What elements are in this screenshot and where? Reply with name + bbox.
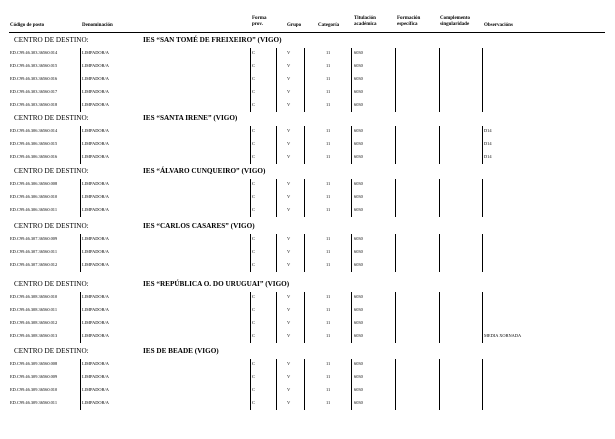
cell-forma: C bbox=[252, 294, 255, 299]
cell-categoria: 11 bbox=[326, 320, 331, 325]
cell-codigo: ED.C99.46.307.36560.011 bbox=[10, 249, 58, 254]
column-separator bbox=[304, 359, 305, 410]
table-row bbox=[0, 397, 615, 410]
cell-denominacion: LIMPADOR/A bbox=[82, 76, 109, 81]
centro-label: CENTRO DE DESTINO: bbox=[14, 167, 89, 175]
cell-categoria: 11 bbox=[326, 387, 331, 392]
column-separator bbox=[250, 292, 251, 343]
cell-forma: C bbox=[252, 361, 255, 366]
cell-categoria: 11 bbox=[326, 194, 331, 199]
cell-codigo: ED.C99.46.309.36560.011 bbox=[10, 400, 58, 405]
table-row bbox=[0, 330, 615, 343]
cell-denominacion: LIMPADOR/A bbox=[82, 307, 109, 312]
cell-categoria: 11 bbox=[326, 400, 331, 405]
column-separator bbox=[80, 292, 81, 343]
table-row bbox=[0, 125, 615, 138]
cell-codigo: ED.C99.46.303.36560.018 bbox=[10, 102, 58, 107]
cell-titulacion: 6030 bbox=[354, 374, 363, 379]
header-formacion-line1: Formación bbox=[397, 16, 421, 21]
column-separator bbox=[395, 359, 396, 410]
cell-titulacion: 6030 bbox=[354, 128, 363, 133]
cell-forma: C bbox=[252, 76, 255, 81]
cell-titulacion: 6030 bbox=[354, 333, 363, 338]
cell-categoria: 11 bbox=[326, 307, 331, 312]
cell-denominacion: LIMPADOR/A bbox=[82, 387, 109, 392]
column-separator bbox=[250, 179, 251, 217]
cell-categoria: 11 bbox=[326, 236, 331, 241]
header-titulacion-line2: académica bbox=[354, 22, 377, 27]
centro-label: CENTRO DE DESTINO: bbox=[14, 36, 89, 44]
cell-codigo: ED.C99.46.308.36560.010 bbox=[10, 294, 58, 299]
cell-codigo: ED.C99.46.306.36560.008 bbox=[10, 181, 58, 186]
cell-codigo: ED.C99.46.306.36560.011 bbox=[10, 207, 58, 212]
table-row bbox=[0, 371, 615, 384]
column-separator bbox=[395, 126, 396, 164]
cell-categoria: 11 bbox=[326, 333, 331, 338]
header-forma bbox=[252, 16, 266, 28]
cell-grupo: V bbox=[287, 320, 291, 325]
cell-grupo: V bbox=[287, 50, 291, 55]
cell-denominacion: LIMPADOR/A bbox=[82, 128, 109, 133]
cell-forma: C bbox=[252, 374, 255, 379]
cell-titulacion: 6030 bbox=[354, 320, 363, 325]
cell-observaciones: D14 bbox=[484, 154, 492, 159]
header-formacion bbox=[397, 16, 420, 28]
cell-forma: C bbox=[252, 387, 255, 392]
header-formacion-line2: específica bbox=[397, 22, 418, 27]
cell-codigo: ED.C99.46.309.36560.008 bbox=[10, 361, 58, 366]
cell-grupo: V bbox=[287, 387, 291, 392]
column-separator bbox=[80, 234, 81, 272]
cell-grupo: V bbox=[287, 294, 291, 299]
centro-label: CENTRO DE DESTINO: bbox=[14, 347, 89, 355]
cell-codigo: ED.C99.46.306.36560.014 bbox=[10, 128, 58, 133]
column-separator bbox=[80, 126, 81, 164]
table-row bbox=[0, 233, 615, 246]
column-separator bbox=[304, 179, 305, 217]
column-separator bbox=[395, 48, 396, 112]
cell-grupo: V bbox=[287, 181, 291, 186]
cell-titulacion: 6030 bbox=[354, 89, 363, 94]
cell-titulacion: 6030 bbox=[354, 262, 363, 267]
cell-codigo: ED.C99.46.303.36560.014 bbox=[10, 50, 58, 55]
column-separator bbox=[304, 48, 305, 112]
cell-codigo: ED.C99.46.307.36560.009 bbox=[10, 236, 58, 241]
cell-titulacion: 6030 bbox=[354, 194, 363, 199]
column-separator bbox=[395, 292, 396, 343]
cell-grupo: V bbox=[287, 76, 291, 81]
cell-titulacion: 6030 bbox=[354, 387, 363, 392]
table-row bbox=[0, 178, 615, 191]
cell-titulacion: 6030 bbox=[354, 76, 363, 81]
header-rule bbox=[9, 32, 605, 33]
cell-categoria: 11 bbox=[326, 294, 331, 299]
cell-forma: C bbox=[252, 320, 255, 325]
header-complemento bbox=[440, 16, 470, 28]
column-separator bbox=[304, 126, 305, 164]
cell-forma: C bbox=[252, 50, 255, 55]
cell-forma: C bbox=[252, 333, 255, 338]
column-separator bbox=[250, 126, 251, 164]
cell-codigo: ED.C99.46.307.36560.012 bbox=[10, 262, 58, 267]
cell-titulacion: 6030 bbox=[354, 307, 363, 312]
header-codigo: Código de posto bbox=[10, 23, 45, 28]
cell-denominacion: LIMPADOR/A bbox=[82, 262, 109, 267]
column-separator bbox=[482, 359, 483, 410]
cell-grupo: V bbox=[287, 89, 291, 94]
cell-denominacion: LIMPADOR/A bbox=[82, 249, 109, 254]
column-separator bbox=[276, 48, 277, 112]
cell-grupo: V bbox=[287, 307, 291, 312]
column-separator bbox=[80, 48, 81, 112]
table-row bbox=[0, 304, 615, 317]
cell-forma: C bbox=[252, 249, 255, 254]
table-row bbox=[0, 60, 615, 73]
cell-categoria: 11 bbox=[326, 262, 331, 267]
cell-codigo: ED.C99.46.308.36560.013 bbox=[10, 333, 58, 338]
cell-grupo: V bbox=[287, 374, 291, 379]
column-separator bbox=[276, 359, 277, 410]
column-separator bbox=[80, 359, 81, 410]
cell-grupo: V bbox=[287, 102, 291, 107]
cell-codigo: ED.C99.46.308.36560.012 bbox=[10, 320, 58, 325]
cell-categoria: 11 bbox=[326, 154, 331, 159]
cell-grupo: V bbox=[287, 207, 291, 212]
cell-grupo: V bbox=[287, 361, 291, 366]
cell-categoria: 11 bbox=[326, 207, 331, 212]
column-separator bbox=[276, 292, 277, 343]
table-row bbox=[0, 151, 615, 164]
table-row bbox=[0, 246, 615, 259]
cell-denominacion: LIMPADOR/A bbox=[82, 102, 109, 107]
cell-observaciones: D14 bbox=[484, 141, 492, 146]
cell-forma: C bbox=[252, 194, 255, 199]
table-header bbox=[0, 14, 615, 32]
cell-forma: C bbox=[252, 236, 255, 241]
cell-codigo: ED.C99.46.309.36560.009 bbox=[10, 374, 58, 379]
cell-codigo: ED.C99.46.306.36560.016 bbox=[10, 154, 58, 159]
cell-denominacion: LIMPADOR/A bbox=[82, 236, 109, 241]
cell-forma: C bbox=[252, 181, 255, 186]
table-row bbox=[0, 86, 615, 99]
cell-titulacion: 6030 bbox=[354, 154, 363, 159]
header-complemento-line1: Complemento bbox=[440, 16, 470, 21]
cell-observaciones: D14 bbox=[484, 128, 492, 133]
header-categoria: Categoría bbox=[318, 23, 340, 28]
cell-categoria: 11 bbox=[326, 50, 331, 55]
column-separator bbox=[351, 292, 352, 343]
cell-denominacion: LIMPADOR/A bbox=[82, 89, 109, 94]
column-separator bbox=[304, 234, 305, 272]
column-separator bbox=[439, 48, 440, 112]
column-separator bbox=[482, 234, 483, 272]
cell-codigo: ED.C99.46.306.36560.015 bbox=[10, 141, 58, 146]
column-separator bbox=[395, 179, 396, 217]
centro-name: IES “ÁLVARO CUNQUEIRO” (VIGO) bbox=[143, 167, 266, 175]
centro-name: IES “SAN TOMÉ DE FREIXEIRO” (VIGO) bbox=[143, 36, 282, 44]
column-separator bbox=[351, 359, 352, 410]
cell-titulacion: 6030 bbox=[354, 400, 363, 405]
cell-grupo: V bbox=[287, 236, 291, 241]
cell-titulacion: 6030 bbox=[354, 207, 363, 212]
column-separator bbox=[351, 48, 352, 112]
column-separator bbox=[439, 234, 440, 272]
table-row bbox=[0, 99, 615, 112]
cell-denominacion: LIMPADOR/A bbox=[82, 320, 109, 325]
cell-forma: C bbox=[252, 89, 255, 94]
centro-name: IES DE BEADE (VIGO) bbox=[143, 347, 219, 355]
cell-codigo: ED.C99.46.306.36560.010 bbox=[10, 194, 58, 199]
header-forma-line1: Forma bbox=[252, 16, 267, 21]
cell-denominacion: LIMPADOR/A bbox=[82, 294, 109, 299]
cell-denominacion: LIMPADOR/A bbox=[82, 154, 109, 159]
cell-denominacion: LIMPADOR/A bbox=[82, 374, 109, 379]
centro-label: CENTRO DE DESTINO: bbox=[14, 114, 89, 122]
cell-titulacion: 6030 bbox=[354, 63, 363, 68]
cell-denominacion: LIMPADOR/A bbox=[82, 63, 109, 68]
table-row bbox=[0, 138, 615, 151]
cell-denominacion: LIMPADOR/A bbox=[82, 361, 109, 366]
table-row bbox=[0, 73, 615, 86]
cell-categoria: 11 bbox=[326, 89, 331, 94]
column-separator bbox=[482, 48, 483, 112]
centro-label: CENTRO DE DESTINO: bbox=[14, 280, 89, 288]
column-separator bbox=[439, 179, 440, 217]
cell-forma: C bbox=[252, 154, 255, 159]
table-row bbox=[0, 47, 615, 60]
cell-grupo: V bbox=[287, 128, 291, 133]
table-row bbox=[0, 259, 615, 272]
cell-forma: C bbox=[252, 207, 255, 212]
cell-categoria: 11 bbox=[326, 249, 331, 254]
cell-titulacion: 6030 bbox=[354, 50, 363, 55]
cell-denominacion: LIMPADOR/A bbox=[82, 141, 109, 146]
cell-titulacion: 6030 bbox=[354, 249, 363, 254]
cell-grupo: V bbox=[287, 154, 291, 159]
centro-name: IES “CARLOS CASARES” (VIGO) bbox=[143, 222, 255, 230]
cell-grupo: V bbox=[287, 63, 291, 68]
cell-categoria: 11 bbox=[326, 76, 331, 81]
centro-name: IES “REPÚBLICA O. DO URUGUAI” (VIGO) bbox=[143, 280, 290, 288]
table-row bbox=[0, 358, 615, 371]
column-separator bbox=[304, 292, 305, 343]
cell-codigo: ED.C99.46.308.36560.011 bbox=[10, 307, 58, 312]
cell-titulacion: 6030 bbox=[354, 361, 363, 366]
column-separator bbox=[482, 179, 483, 217]
cell-grupo: V bbox=[287, 194, 291, 199]
column-separator bbox=[439, 359, 440, 410]
cell-forma: C bbox=[252, 128, 255, 133]
column-separator bbox=[482, 292, 483, 343]
cell-titulacion: 6030 bbox=[354, 236, 363, 241]
table-row bbox=[0, 384, 615, 397]
cell-categoria: 11 bbox=[326, 128, 331, 133]
cell-forma: C bbox=[252, 102, 255, 107]
cell-grupo: V bbox=[287, 141, 291, 146]
cell-titulacion: 6030 bbox=[354, 141, 363, 146]
column-separator bbox=[351, 234, 352, 272]
cell-codigo: ED.C99.46.303.36560.015 bbox=[10, 63, 58, 68]
header-grupo: Grupo bbox=[287, 23, 302, 28]
cell-titulacion: 6030 bbox=[354, 181, 363, 186]
cell-forma: C bbox=[252, 262, 255, 267]
cell-denominacion: LIMPADOR/A bbox=[82, 333, 109, 338]
cell-codigo: ED.C99.46.303.36560.016 bbox=[10, 76, 58, 81]
cell-denominacion: LIMPADOR/A bbox=[82, 207, 109, 212]
column-separator bbox=[439, 292, 440, 343]
cell-categoria: 11 bbox=[326, 361, 331, 366]
cell-denominacion: LIMPADOR/A bbox=[82, 194, 109, 199]
cell-categoria: 11 bbox=[326, 102, 331, 107]
header-titulacion bbox=[354, 16, 377, 28]
column-separator bbox=[250, 48, 251, 112]
header-complemento-line2: singularidade bbox=[440, 22, 470, 27]
cell-codigo: ED.C99.46.303.36560.017 bbox=[10, 89, 58, 94]
cell-categoria: 11 bbox=[326, 63, 331, 68]
table-row bbox=[0, 291, 615, 304]
column-separator bbox=[250, 234, 251, 272]
cell-denominacion: LIMPADOR/A bbox=[82, 400, 109, 405]
column-separator bbox=[482, 126, 483, 164]
table-row bbox=[0, 191, 615, 204]
cell-grupo: V bbox=[287, 249, 291, 254]
cell-grupo: V bbox=[287, 333, 291, 338]
centro-name: IES “SANTA IRENE” (VIGO) bbox=[143, 114, 238, 122]
cell-titulacion: 6030 bbox=[354, 294, 363, 299]
cell-titulacion: 6030 bbox=[354, 102, 363, 107]
cell-denominacion: LIMPADOR/A bbox=[82, 181, 109, 186]
column-separator bbox=[250, 359, 251, 410]
column-separator bbox=[276, 234, 277, 272]
column-separator bbox=[351, 126, 352, 164]
header-denominacion: Denominación bbox=[82, 23, 113, 28]
cell-denominacion: LIMPADOR/A bbox=[82, 50, 109, 55]
column-separator bbox=[276, 179, 277, 217]
cell-codigo: ED.C99.46.309.36560.010 bbox=[10, 387, 58, 392]
column-separator bbox=[80, 179, 81, 217]
cell-categoria: 11 bbox=[326, 141, 331, 146]
column-separator bbox=[395, 234, 396, 272]
column-separator bbox=[276, 126, 277, 164]
header-forma-line2: prov. bbox=[252, 22, 263, 27]
cell-forma: C bbox=[252, 63, 255, 68]
table-row bbox=[0, 204, 615, 217]
cell-categoria: 11 bbox=[326, 374, 331, 379]
cell-forma: C bbox=[252, 307, 255, 312]
column-separator bbox=[351, 179, 352, 217]
header-titulacion-line1: Titulación bbox=[354, 16, 376, 21]
cell-forma: C bbox=[252, 141, 255, 146]
header-observaciones: Observacións bbox=[484, 23, 513, 28]
cell-categoria: 11 bbox=[326, 181, 331, 186]
cell-observaciones: MEDIA XORNADA bbox=[484, 333, 522, 338]
column-separator bbox=[439, 126, 440, 164]
cell-grupo: V bbox=[287, 400, 291, 405]
table-row bbox=[0, 317, 615, 330]
centro-label: CENTRO DE DESTINO: bbox=[14, 222, 89, 230]
cell-forma: C bbox=[252, 400, 255, 405]
cell-grupo: V bbox=[287, 262, 291, 267]
